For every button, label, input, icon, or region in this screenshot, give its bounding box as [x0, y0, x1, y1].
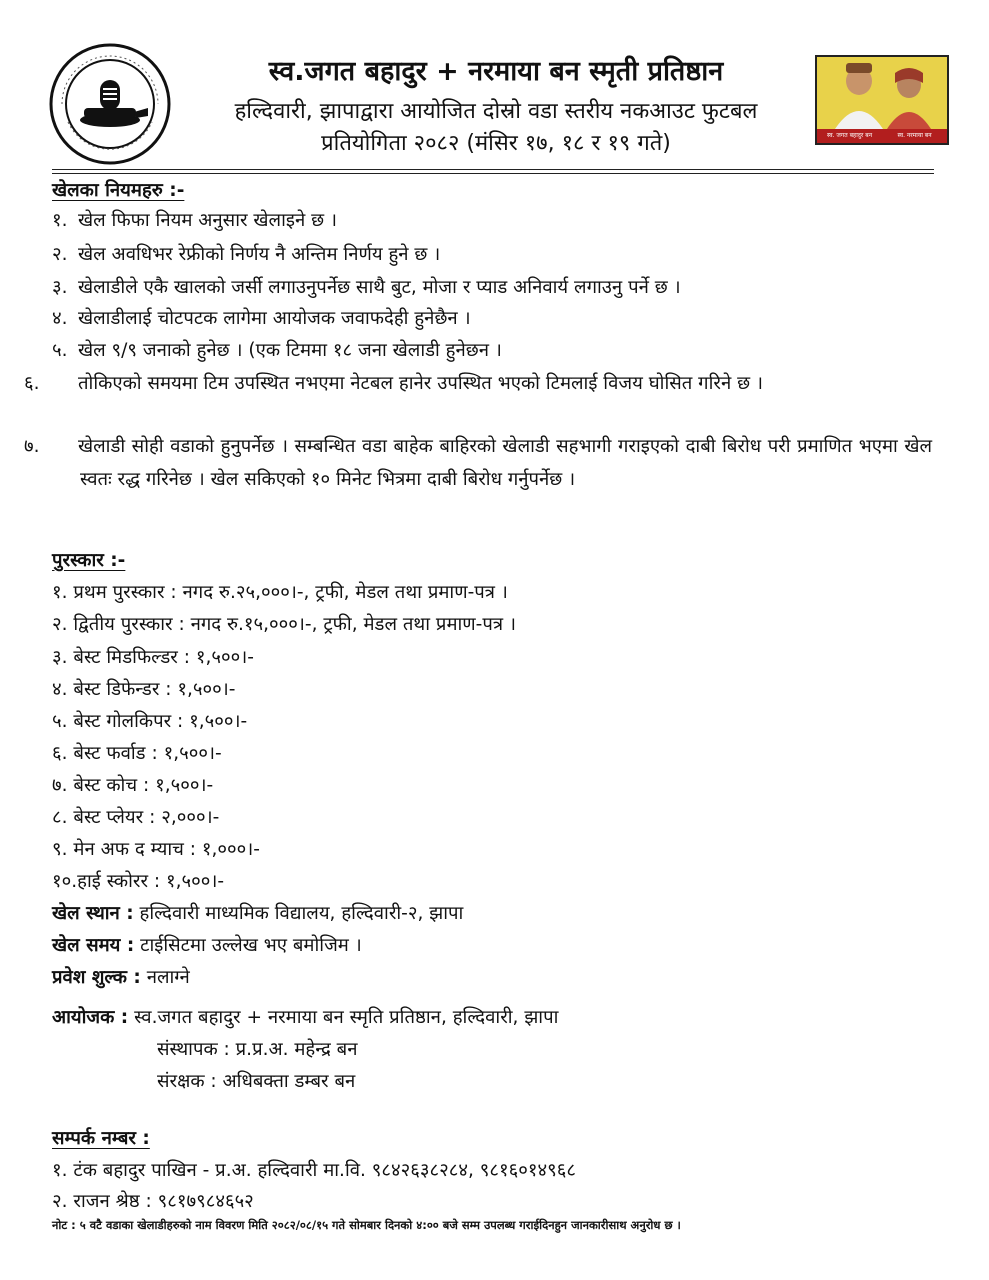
page-subtitle	[172, 96, 820, 160]
prize-item: ४. बेस्ट डिफेन्डर : १,५००।-	[52, 679, 236, 700]
foundation-logo-seal	[48, 42, 172, 166]
time-label: खेल समय :	[52, 935, 135, 956]
rule-text: खेल अवधिभर रेफ्रीको निर्णय नै अन्तिम निर्णय हुने छ ।	[78, 244, 441, 265]
venue-label: खेल स्थान :	[52, 903, 134, 924]
prize-item: ८. बेस्ट प्लेयर : २,०००।-	[52, 807, 220, 828]
venue-value: हल्दिवारी माध्यमिक विद्यालय, हल्दिवारी-२, झापा	[133, 903, 464, 924]
time-line	[52, 931, 942, 961]
entry-fee-line	[52, 963, 942, 993]
rule-item	[24, 367, 932, 400]
venue-line	[52, 899, 942, 929]
prize-item: ९. मेन अफ द म्याच : १,०००।-	[52, 839, 260, 860]
prizes-heading: पुरस्कार :-	[52, 550, 126, 571]
rule-number: १.	[52, 210, 68, 231]
prize-item: १. प्रथम पुरस्कार : नगद रु.२५,०००।-, ट्रफी, मेडल तथा प्रमाण-पत्र ।	[52, 582, 508, 603]
organizer-value: स्व.जगत बहादुर + नरमाया बन स्मृति प्रतिष्ठान, हल्दिवारी, झापा	[128, 1007, 559, 1028]
photo-caption-right: स्व. नरमाया बन	[897, 132, 932, 139]
header-rule-bottom	[52, 173, 934, 174]
organizer-line	[52, 1003, 942, 1033]
rule-text: खेलाडी सोही वडाको हुनुपर्नेछ । सम्बन्धित वडा बाहेक बाहिरको खेलाडी सहभागी गराइएको दाबी बिरोध परी प्रमाणित भएमा खेल स्वतः रद्ध गरिनेछ । खेल सकिएको १० मिनेट भित्रमा दाबी बिरोध गर्नुपर्नेछ ।	[78, 436, 932, 490]
subtitle-line-2: प्रतियोगिता २०८२ (मंसिर १७, १८ र १९ गते)	[321, 131, 671, 156]
rule-item	[52, 304, 942, 334]
rule-text: तोकिएको समयमा टिम उपस्थित नभएमा नेटबल हानेर उपस्थित भएको टिमलाई विजय घोसित गरिने छ ।	[78, 373, 763, 394]
contact-item: १. टंक बहादुर पाखिन - प्र.अ. हल्दिवारी मा.वि. ९८४२६३८२८४, ९८१६०१४९६८	[52, 1160, 576, 1181]
rule-item	[52, 273, 942, 303]
founder-line: संस्थापक : प्र.प्र.अ. महेन्द्र बन	[157, 1039, 358, 1060]
organizer-label: आयोजक :	[52, 1007, 129, 1028]
prize-item: २. द्वितीय पुरस्कार : नगद रु.१५,०००।-, ट्रफी, मेडल तथा प्रमाण-पत्र ।	[52, 614, 516, 635]
header-rule-top	[52, 169, 934, 170]
prize-item: १०.हाई स्कोरर : १,५००।-	[52, 871, 225, 892]
rule-number: २.	[52, 244, 68, 265]
photo-caption-left: स्व. जगत बहादुर बन	[826, 132, 873, 139]
prize-item: ५. बेस्ट गोलकिपर : १,५००।-	[52, 711, 248, 732]
rule-number: ६.	[24, 373, 40, 394]
time-value: टाईसिटमा उल्लेख भए बमोजिम ।	[134, 935, 362, 956]
founders-photo	[815, 55, 949, 145]
rule-item	[52, 206, 942, 236]
page-title: स्व.जगत बहादुर + नरमाया बन स्मृती प्रतिष्ठान	[268, 56, 724, 87]
rule-number: ५.	[52, 340, 68, 361]
rule-text: खेलाडीले एकै खालको जर्सी लगाउनुपर्नेछ साथै बुट, मोजा र प्याड अनिवार्य लगाउनु पर्ने छ ।	[78, 277, 681, 298]
contact-item: २. राजन श्रेष्ठ : ९८१७९८४६५२	[52, 1191, 254, 1212]
rule-text: खेल फिफा नियम अनुसार खेलाइने छ ।	[78, 210, 337, 231]
entry-fee-value: नलाग्ने	[140, 967, 190, 988]
prize-item: ६. बेस्ट फर्वाड : १,५००।-	[52, 743, 222, 764]
rule-item	[52, 240, 942, 270]
contact-heading: सम्पर्क नम्बर :	[52, 1128, 150, 1149]
entry-fee-label: प्रवेश शुल्क :	[52, 967, 141, 988]
subtitle-line-1: हल्दिवारी, झापाद्वारा आयोजित दोस्रो वडा स्तरीय नकआउट फुटबल	[234, 99, 758, 124]
founders-portrait-icon	[817, 57, 947, 129]
rule-text: खेल ९/९ जनाको हुनेछ । (एक टिममा १८ जना खेलाडी हुनेछन ।	[78, 340, 502, 361]
prize-item: ३. बेस्ट मिडफिल्डर : १,५००।-	[52, 647, 254, 668]
footer-note: नोट : ५ वटै वडाका खेलाडीहरुको नाम विवरण मिति २०८२/०८/१५ गते सोमबार दिनको ४:०० बजे सम्म उपलब्ध गराईदिनहुन जानकारीसाथ अनुरोध छ ।	[52, 1218, 681, 1232]
rule-number: ४.	[52, 308, 68, 329]
rule-item	[52, 336, 942, 366]
patron-line: संरक्षक : अधिबक्ता डम्बर बन	[157, 1071, 356, 1092]
rule-number: ३.	[52, 277, 68, 298]
rule-text: खेलाडीलाई चोटपटक लागेमा आयोजक जवाफदेही हुनेछैन ।	[78, 308, 471, 329]
rules-heading: खेलका नियमहरु :-	[52, 180, 185, 201]
rule-number: ७.	[24, 436, 40, 457]
prize-item: ७. बेस्ट कोच : १,५००।-	[52, 775, 214, 796]
rule-item	[24, 430, 932, 496]
